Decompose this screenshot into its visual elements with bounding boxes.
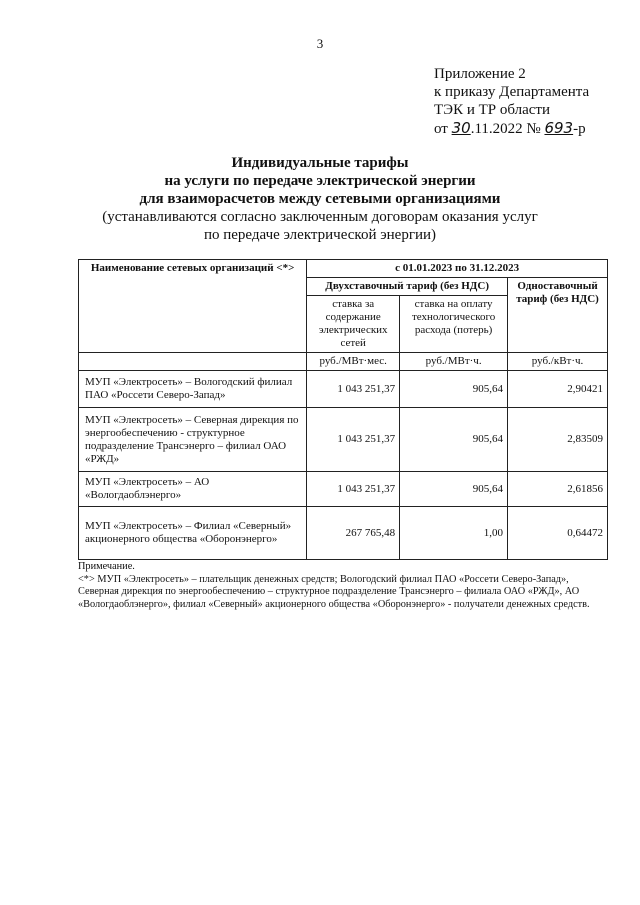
single-rate: 2,90421: [508, 371, 608, 408]
table-row: [79, 408, 608, 472]
title-line-2: на услуги по передаче электрической энергии: [164, 173, 476, 189]
appendix-date-line: [434, 119, 589, 138]
handwritten-order-number: 693: [544, 119, 574, 137]
unit-losses: руб./МВт·ч.: [400, 353, 508, 371]
appendix-line-3: ТЭК и ТР области: [434, 102, 550, 118]
loss-rate: 905,64: [400, 371, 508, 408]
maint-rate: 1 043 251,37: [307, 408, 400, 472]
units-empty-cell: [79, 353, 307, 371]
footnote: [78, 561, 610, 611]
unit-single: руб./кВт·ч.: [508, 353, 608, 371]
col-header-organizations: Наименование сетевых организаций <*>: [79, 260, 307, 353]
tariff-table: [78, 259, 608, 560]
units-row: [79, 353, 608, 371]
single-rate: 0,64472: [508, 507, 608, 560]
loss-rate: 905,64: [400, 408, 508, 472]
single-rate: 2,61856: [508, 472, 608, 507]
appendix-line-1: Приложение 2: [434, 66, 526, 82]
period-header: с 01.01.2023 по 31.12.2023: [307, 260, 608, 278]
date-rest: .11.2022 №: [470, 121, 541, 137]
subheader-maintenance: ставка за содержание электрических сетей: [307, 296, 400, 353]
org-name: МУП «Электросеть» – Северная дирекция по энергообеспечению - структурное подразделение Трансэнерго – филиал ОАО «РЖД»: [79, 408, 307, 472]
subheader-losses: ставка на оплату технологического расхода (потерь): [400, 296, 508, 353]
footnote-text: <*> МУП «Электросеть» – плательщик денежных средств; Вологодский филиал ПАО «Россети Северо-Запад», Северная дирекция по энергообеспечению – структурное подразделение Трансэнерго – филиала ОАО «РЖД», АО «Вологдаоблэнерго», филиал «Северный» акционерного общества «Оборонэнерго» - получатели денежных средств.: [78, 573, 590, 610]
date-prefix: от: [434, 121, 448, 137]
title-line-5: по передаче электрической энергии): [203, 227, 437, 243]
appendix-line-2: к приказу Департамента: [434, 84, 590, 100]
one-rate-header: Одноставочный тариф (без НДС): [508, 278, 608, 353]
loss-rate: 1,00: [400, 507, 508, 560]
footnote-heading: Примечание.: [78, 561, 135, 572]
org-name: МУП «Электросеть» – Филиал «Северный» акционерного общества «Оборонэнерго»: [79, 507, 307, 560]
table-row: [79, 472, 608, 507]
table-row: [79, 507, 608, 560]
order-suffix: -р: [573, 121, 586, 137]
two-rate-header: Двухставочный тариф (без НДС): [307, 278, 508, 296]
appendix-block: [434, 65, 589, 138]
org-name: МУП «Электросеть» – Вологодский филиал ПАО «Россети Северо-Запад»: [79, 371, 307, 408]
maint-rate: 1 043 251,37: [307, 472, 400, 507]
document-title: [0, 154, 640, 244]
table-row: [79, 371, 608, 408]
loss-rate: 905,64: [400, 472, 508, 507]
unit-maintenance: руб./МВт·мес.: [307, 353, 400, 371]
title-line-3: для взаиморасчетов между сетевыми организациями: [139, 191, 501, 207]
page-number: 3: [316, 36, 324, 51]
maint-rate: 1 043 251,37: [307, 371, 400, 408]
title-line-1: Индивидуальные тарифы: [231, 155, 409, 171]
handwritten-day: 30: [451, 119, 471, 137]
single-rate: 2,83509: [508, 408, 608, 472]
maint-rate: 267 765,48: [307, 507, 400, 560]
table-header-row-1: [79, 260, 608, 278]
org-name: МУП «Электросеть» – АО «Вологдаоблэнерго»: [79, 472, 307, 507]
title-line-4: (устанавливаются согласно заключенным договорам оказания услуг: [102, 209, 538, 225]
